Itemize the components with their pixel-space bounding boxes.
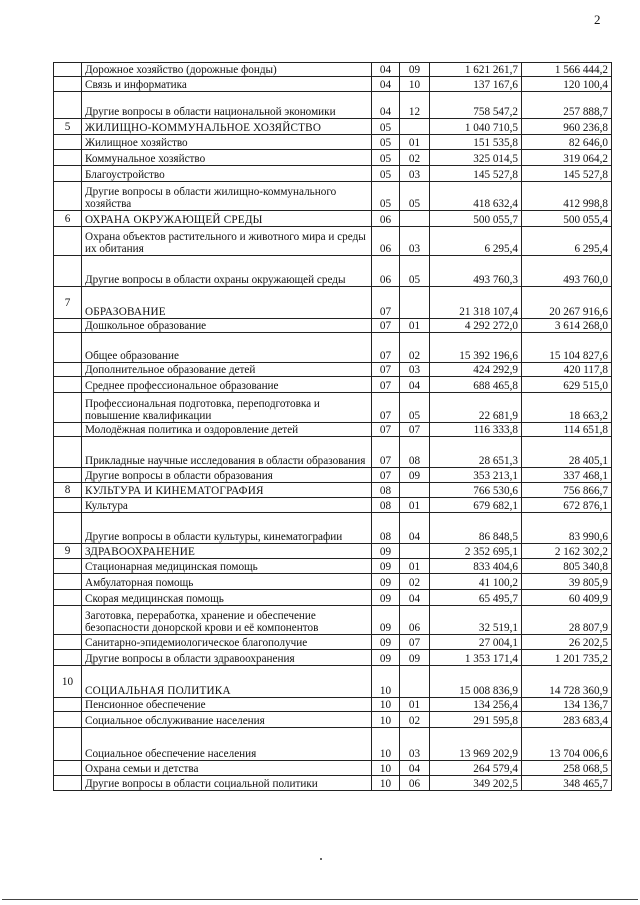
subsection-code-cell: 07 [400,635,430,650]
table-row [54,590,612,606]
section-code-cell: 08 [372,483,400,498]
section-code-cell: 07 [372,377,400,393]
subsection-code-cell: 04 [400,377,430,393]
row-number-cell [54,166,82,182]
amount-2-cell: 145 527,8 [522,166,612,182]
amount-1-cell: 291 595,8 [430,712,522,728]
amount-1-cell: 766 530,6 [430,483,522,498]
subsection-code-cell [400,119,430,135]
row-number-cell [54,650,82,666]
subsection-code-cell [400,211,430,227]
section-code-cell: 06 [372,211,400,227]
amount-1-cell: 32 519,1 [430,606,522,635]
section-code-cell: 10 [372,698,400,712]
subsection-code-cell: 01 [400,135,430,150]
section-code-cell: 09 [372,650,400,666]
budget-table [53,62,612,791]
section-code-cell: 07 [372,319,400,333]
amount-2-cell: 756 866,7 [522,483,612,498]
amount-1-cell: 15 392 196,6 [430,333,522,363]
section-code-cell: 09 [372,606,400,635]
section-code-cell: 05 [372,135,400,150]
subsection-code-cell: 01 [400,559,430,574]
subsection-code-cell [400,544,430,559]
row-number-cell [54,135,82,150]
item-name-cell: Социальное обслуживание населения [82,712,372,728]
amount-1-cell: 28 651,3 [430,437,522,468]
item-name-cell: Другие вопросы в области культуры, кинематографии [82,513,372,544]
amount-1-cell: 27 004,1 [430,635,522,650]
table-row [54,135,612,150]
item-name-cell: Среднее профессиональное образование [82,377,372,393]
amount-2-cell: 960 236,8 [522,119,612,135]
section-code-cell: 04 [372,77,400,92]
amount-1-cell: 137 167,6 [430,77,522,92]
item-name-cell: СОЦИАЛЬНАЯ ПОЛИТИКА [82,666,372,698]
item-name-cell: Скорая медицинская помощь [82,590,372,606]
amount-2-cell: 493 760,0 [522,256,612,287]
row-number-cell [54,437,82,468]
item-name-cell: ОБРАЗОВАНИЕ [82,287,372,319]
row-number-cell [54,498,82,513]
table-section-row [54,483,612,498]
table-row [54,150,612,166]
table-row [54,377,612,393]
subsection-code-cell: 05 [400,256,430,287]
section-code-cell: 07 [372,437,400,468]
subsection-code-cell: 03 [400,227,430,256]
section-code-cell: 08 [372,498,400,513]
item-name-cell: Другие вопросы в области здравоохранения [82,650,372,666]
row-number-cell: 10 [54,666,82,698]
amount-2-cell: 3 614 268,0 [522,319,612,333]
subsection-code-cell: 01 [400,498,430,513]
amount-2-cell: 120 100,4 [522,77,612,92]
item-name-cell: Другие вопросы в области охраны окружающей среды [82,256,372,287]
amount-1-cell: 6 295,4 [430,227,522,256]
subsection-code-cell [400,287,430,319]
item-name-cell: КУЛЬТУРА И КИНЕМАТОГРАФИЯ [82,483,372,498]
table-section-row [54,666,612,698]
table-row [54,776,612,791]
section-code-cell: 07 [372,423,400,437]
amount-2-cell: 420 117,8 [522,363,612,377]
section-code-cell: 09 [372,559,400,574]
table-row [54,227,612,256]
amount-2-cell: 26 202,5 [522,635,612,650]
table-row [54,166,612,182]
subsection-code-cell: 01 [400,319,430,333]
table-row [54,363,612,377]
item-name-cell: Другие вопросы в области национальной экономики [82,92,372,119]
section-code-cell: 09 [372,635,400,650]
table-row [54,423,612,437]
subsection-code-cell: 02 [400,150,430,166]
table-row [54,559,612,574]
section-code-cell: 07 [372,363,400,377]
amount-2-cell: 1 201 735,2 [522,650,612,666]
subsection-code-cell: 06 [400,606,430,635]
amount-2-cell: 82 646,0 [522,135,612,150]
amount-2-cell: 83 990,6 [522,513,612,544]
amount-2-cell: 39 805,9 [522,574,612,590]
subsection-code-cell: 05 [400,393,430,423]
amount-2-cell: 1 566 444,2 [522,63,612,77]
table-row [54,182,612,211]
item-name-cell: Молодёжная политика и оздоровление детей [82,423,372,437]
item-name-cell: Дорожное хозяйство (дорожные фонды) [82,63,372,77]
subsection-code-cell: 04 [400,513,430,544]
amount-2-cell: 14 728 360,9 [522,666,612,698]
amount-2-cell: 28 405,1 [522,437,612,468]
subsection-code-cell: 09 [400,650,430,666]
table-row [54,437,612,468]
amount-1-cell: 65 495,7 [430,590,522,606]
amount-1-cell: 424 292,9 [430,363,522,377]
item-name-cell: Общее образование [82,333,372,363]
item-name-cell: Стационарная медицинская помощь [82,559,372,574]
row-number-cell [54,319,82,333]
amount-1-cell: 21 318 107,4 [430,287,522,319]
subsection-code-cell: 02 [400,574,430,590]
table-row [54,393,612,423]
item-name-cell: Пенсионное обеспечение [82,698,372,712]
amount-1-cell: 325 014,5 [430,150,522,166]
table-row [54,513,612,544]
section-code-cell: 05 [372,119,400,135]
row-number-cell [54,513,82,544]
amount-1-cell: 1 353 171,4 [430,650,522,666]
amount-2-cell: 20 267 916,6 [522,287,612,319]
section-code-cell: 09 [372,574,400,590]
section-code-cell: 05 [372,182,400,211]
row-number-cell [54,333,82,363]
amount-2-cell: 114 651,8 [522,423,612,437]
section-code-cell: 07 [372,468,400,483]
row-number-cell [54,256,82,287]
table-row [54,498,612,513]
amount-1-cell: 4 292 272,0 [430,319,522,333]
item-name-cell: Охрана семьи и детства [82,761,372,776]
item-name-cell: Дошкольное образование [82,319,372,333]
amount-1-cell: 493 760,3 [430,256,522,287]
row-number-cell [54,182,82,211]
subsection-code-cell [400,483,430,498]
item-name-cell: Другие вопросы в области образования [82,468,372,483]
row-number-cell [54,77,82,92]
row-number-cell [54,363,82,377]
amount-1-cell: 500 055,7 [430,211,522,227]
table-row [54,77,612,92]
row-number-cell [54,92,82,119]
table-section-row [54,287,612,319]
amount-2-cell: 258 068,5 [522,761,612,776]
row-number-cell [54,377,82,393]
table-row [54,712,612,728]
row-number-cell [54,606,82,635]
amount-1-cell: 41 100,2 [430,574,522,590]
amount-2-cell: 337 468,1 [522,468,612,483]
amount-1-cell: 679 682,1 [430,498,522,513]
table-row [54,468,612,483]
row-number-cell: 9 [54,544,82,559]
amount-2-cell: 15 104 827,6 [522,333,612,363]
table-row [54,635,612,650]
table-row [54,698,612,712]
amount-2-cell: 257 888,7 [522,92,612,119]
table-row [54,761,612,776]
scan-speck [320,858,322,860]
section-code-cell: 04 [372,63,400,77]
item-name-cell: Дополнительное образование детей [82,363,372,377]
amount-2-cell: 28 807,9 [522,606,612,635]
row-number-cell: 5 [54,119,82,135]
amount-1-cell: 13 969 202,9 [430,728,522,761]
item-name-cell: Жилищное хозяйство [82,135,372,150]
section-code-cell: 06 [372,256,400,287]
amount-2-cell: 672 876,1 [522,498,612,513]
section-code-cell: 05 [372,150,400,166]
subsection-code-cell: 02 [400,712,430,728]
item-name-cell: ЗДРАВООХРАНЕНИЕ [82,544,372,559]
subsection-code-cell: 02 [400,333,430,363]
item-name-cell: Культура [82,498,372,513]
row-number-cell [54,227,82,256]
section-code-cell: 05 [372,166,400,182]
row-number-cell [54,574,82,590]
row-number-cell [54,393,82,423]
amount-1-cell: 22 681,9 [430,393,522,423]
row-number-cell [54,728,82,761]
row-number-cell [54,423,82,437]
amount-1-cell: 758 547,2 [430,92,522,119]
section-code-cell: 04 [372,92,400,119]
amount-1-cell: 418 632,4 [430,182,522,211]
subsection-code-cell: 01 [400,698,430,712]
table-row [54,92,612,119]
section-code-cell: 10 [372,666,400,698]
row-number-cell [54,761,82,776]
section-code-cell: 08 [372,513,400,544]
item-name-cell: Благоустройство [82,166,372,182]
amount-2-cell: 412 998,8 [522,182,612,211]
subsection-code-cell: 03 [400,166,430,182]
amount-1-cell: 349 202,5 [430,776,522,791]
subsection-code-cell: 03 [400,728,430,761]
table-section-row [54,544,612,559]
amount-2-cell: 60 409,9 [522,590,612,606]
subsection-code-cell: 08 [400,437,430,468]
subsection-code-cell: 10 [400,77,430,92]
amount-2-cell: 283 683,4 [522,712,612,728]
amount-2-cell: 348 465,7 [522,776,612,791]
bottom-edge-line [2,899,638,900]
amount-1-cell: 1 621 261,7 [430,63,522,77]
item-name-cell: Санитарно-эпидемиологическое благополучие [82,635,372,650]
amount-2-cell: 805 340,8 [522,559,612,574]
item-name-cell: Другие вопросы в области жилищно-коммунального хозяйства [82,182,372,211]
amount-1-cell: 353 213,1 [430,468,522,483]
section-code-cell: 10 [372,712,400,728]
amount-1-cell: 116 333,8 [430,423,522,437]
section-code-cell: 07 [372,287,400,319]
section-code-cell: 06 [372,227,400,256]
row-number-cell [54,635,82,650]
row-number-cell [54,559,82,574]
section-code-cell: 07 [372,333,400,363]
item-name-cell: Амбулаторная помощь [82,574,372,590]
amount-2-cell: 13 704 006,6 [522,728,612,761]
subsection-code-cell: 04 [400,590,430,606]
amount-2-cell: 6 295,4 [522,227,612,256]
table-row [54,319,612,333]
section-code-cell: 10 [372,728,400,761]
table-row [54,63,612,77]
amount-1-cell: 134 256,4 [430,698,522,712]
row-number-cell: 7 [54,287,82,319]
row-number-cell: 6 [54,211,82,227]
page-number: 2 [594,12,601,27]
table-row [54,333,612,363]
subsection-code-cell: 07 [400,423,430,437]
amount-2-cell: 629 515,0 [522,377,612,393]
subsection-code-cell: 03 [400,363,430,377]
item-name-cell: Коммунальное хозяйство [82,150,372,166]
subsection-code-cell [400,666,430,698]
item-name-cell: Охрана объектов растительного и животного мира и среды их обитания [82,227,372,256]
amount-2-cell: 319 064,2 [522,150,612,166]
item-name-cell: ОХРАНА ОКРУЖАЮЩЕЙ СРЕДЫ [82,211,372,227]
row-number-cell [54,468,82,483]
item-name-cell: Другие вопросы в области социальной политики [82,776,372,791]
section-code-cell: 10 [372,761,400,776]
subsection-code-cell: 09 [400,468,430,483]
section-code-cell: 10 [372,776,400,791]
budget-table-body [54,63,612,791]
amount-2-cell: 134 136,7 [522,698,612,712]
row-number-cell [54,698,82,712]
item-name-cell: Профессиональная подготовка, переподготовка и повышение квалификации [82,393,372,423]
amount-2-cell: 2 162 302,2 [522,544,612,559]
section-code-cell: 09 [372,544,400,559]
amount-1-cell: 15 008 836,9 [430,666,522,698]
subsection-code-cell: 05 [400,182,430,211]
table-row [54,728,612,761]
amount-2-cell: 500 055,4 [522,211,612,227]
amount-2-cell: 18 663,2 [522,393,612,423]
row-number-cell [54,590,82,606]
amount-1-cell: 151 535,8 [430,135,522,150]
section-code-cell: 07 [372,393,400,423]
row-number-cell [54,150,82,166]
subsection-code-cell: 12 [400,92,430,119]
item-name-cell: Связь и информатика [82,77,372,92]
item-name-cell: Прикладные научные исследования в области образования [82,437,372,468]
row-number-cell: 8 [54,483,82,498]
row-number-cell [54,63,82,77]
subsection-code-cell: 06 [400,776,430,791]
amount-1-cell: 688 465,8 [430,377,522,393]
amount-1-cell: 86 848,5 [430,513,522,544]
table-section-row [54,211,612,227]
table-row [54,650,612,666]
amount-1-cell: 833 404,6 [430,559,522,574]
section-code-cell: 09 [372,590,400,606]
amount-1-cell: 264 579,4 [430,761,522,776]
subsection-code-cell: 09 [400,63,430,77]
row-number-cell [54,712,82,728]
item-name-cell: ЖИЛИЩНО-КОММУНАЛЬНОЕ ХОЗЯЙСТВО [82,119,372,135]
table-section-row [54,119,612,135]
amount-1-cell: 1 040 710,5 [430,119,522,135]
item-name-cell: Социальное обеспечение населения [82,728,372,761]
subsection-code-cell: 04 [400,761,430,776]
item-name-cell: Заготовка, переработка, хранение и обеспечение безопасности донорской крови и её компонентов [82,606,372,635]
amount-1-cell: 145 527,8 [430,166,522,182]
table-row [54,606,612,635]
row-number-cell [54,776,82,791]
amount-1-cell: 2 352 695,1 [430,544,522,559]
table-row [54,256,612,287]
table-row [54,574,612,590]
